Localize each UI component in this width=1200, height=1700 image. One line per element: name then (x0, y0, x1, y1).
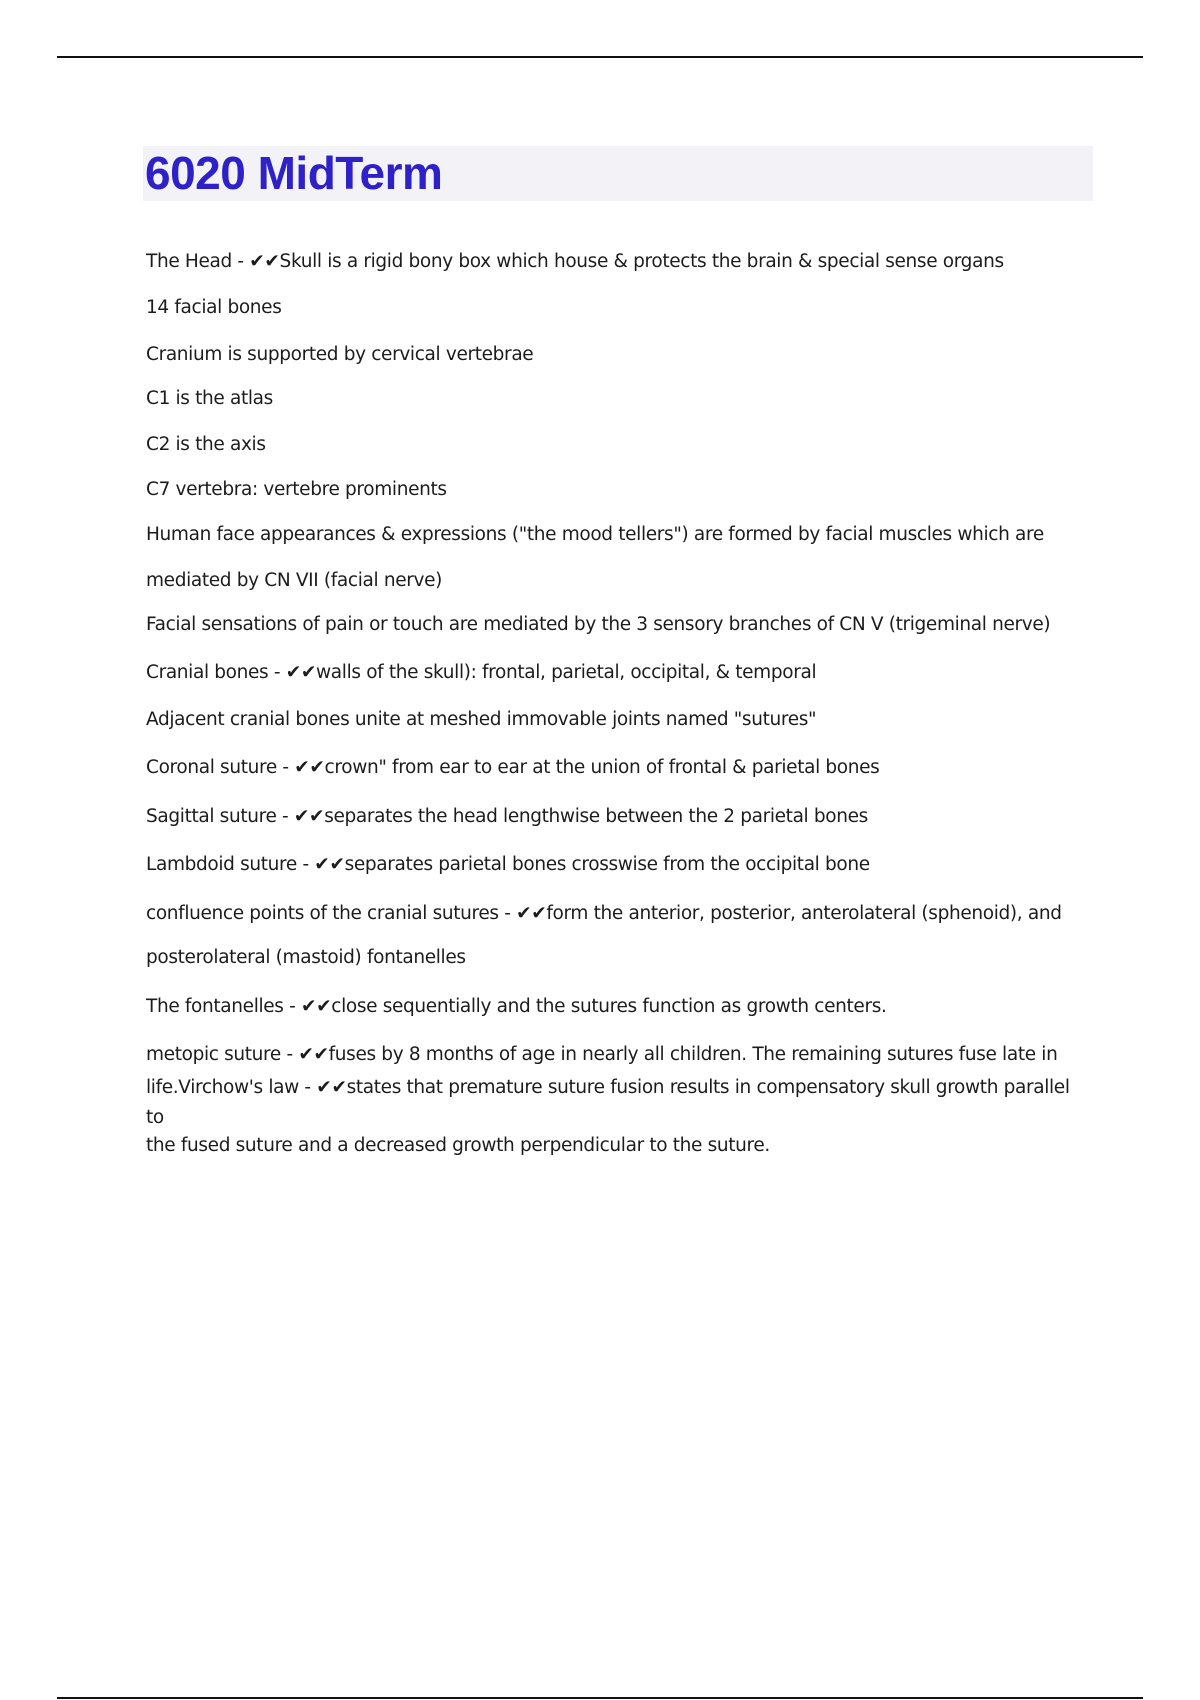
body-line: Human face appearances & expressions ("the mood tellers") are formed by facial muscles which are (146, 524, 1044, 545)
body-line: Cranium is supported by cervical vertebrae (146, 344, 534, 365)
body-line: The fontanelles - ✔✔close sequentially and the sutures function as growth centers. (146, 996, 887, 1017)
body-line: Facial sensations of pain or touch are mediated by the 3 sensory branches of CN V (trigeminal nerve) (146, 614, 1051, 635)
body-line: Sagittal suture - ✔✔separates the head lengthwise between the 2 parietal bones (146, 806, 868, 827)
body-line: C2 is the axis (146, 434, 266, 455)
body-line: metopic suture - ✔✔fuses by 8 months of age in nearly all children. The remaining sutures fuse late in (146, 1044, 1058, 1065)
body-line: C7 vertebra: vertebre prominents (146, 479, 447, 500)
body-line: the fused suture and a decreased growth perpendicular to the suture. (146, 1135, 770, 1156)
top-rule (57, 56, 1143, 58)
page-title: 6020 MidTerm (145, 147, 443, 199)
body-line: confluence points of the cranial sutures - ✔✔form the anterior, posterior, anterolateral (sphenoid), and (146, 903, 1062, 924)
bottom-rule (57, 1697, 1143, 1699)
body-line: C1 is the atlas (146, 388, 273, 409)
body-line: to (146, 1107, 164, 1128)
body-line: life.Virchow's law - ✔✔states that premature suture fusion results in compensatory skull growth parallel (146, 1077, 1070, 1098)
body-line: The Head - ✔✔Skull is a rigid bony box which house & protects the brain & special sense organs (146, 251, 1004, 272)
body-line: Coronal suture - ✔✔crown" from ear to ear at the union of frontal & parietal bones (146, 757, 880, 778)
body-line: posterolateral (mastoid) fontanelles (146, 947, 466, 968)
body-line: Adjacent cranial bones unite at meshed immovable joints named "sutures" (146, 709, 817, 730)
body-line: Lambdoid suture - ✔✔separates parietal bones crosswise from the occipital bone (146, 854, 870, 875)
body-line: Cranial bones - ✔✔walls of the skull): frontal, parietal, occipital, & temporal (146, 662, 817, 683)
body-line: mediated by CN VII (facial nerve) (146, 570, 442, 591)
body-line: 14 facial bones (146, 297, 282, 318)
